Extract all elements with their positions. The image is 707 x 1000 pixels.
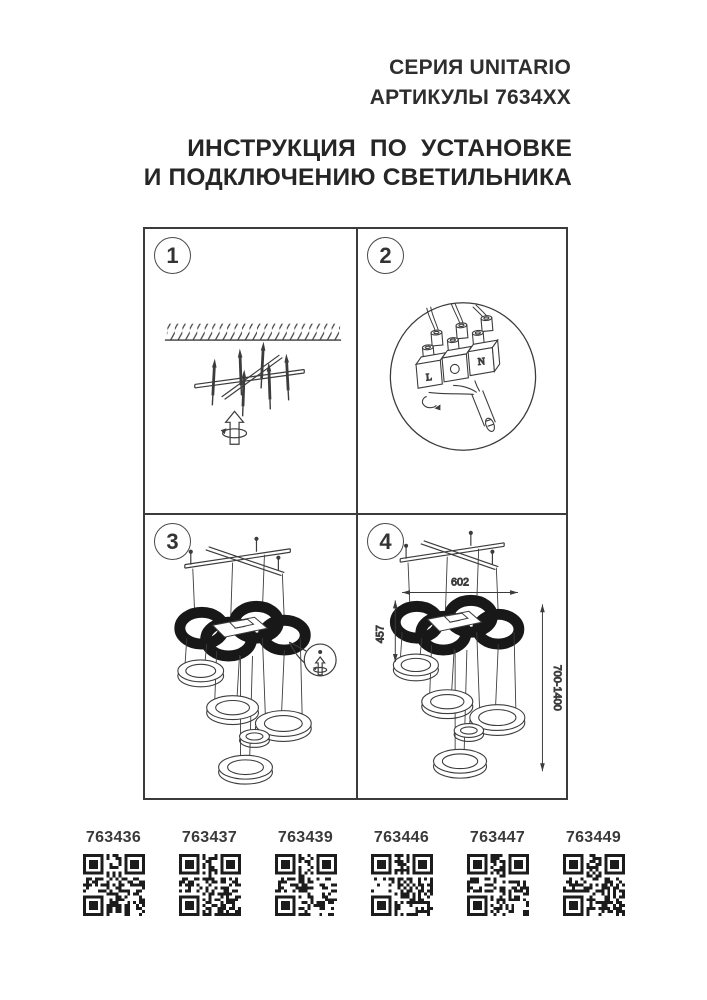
series-header — [370, 53, 571, 113]
article-code: 763439 — [277, 829, 334, 846]
step-panel-4 — [358, 515, 566, 798]
dimension-width: 602 — [451, 576, 470, 589]
qr-code — [467, 854, 529, 916]
series-name: СЕРИЯ UNITARIO — [389, 56, 571, 79]
qr-code — [179, 854, 241, 916]
article-item — [465, 829, 530, 916]
qr-code — [563, 854, 625, 916]
dimension-suspension-range: 700-1400 — [551, 664, 564, 711]
step-number-4: 4 — [367, 523, 404, 560]
article-code: 763436 — [85, 829, 142, 846]
article-qr-row — [0, 829, 707, 916]
article-item — [177, 829, 242, 916]
page-title — [144, 134, 572, 192]
instruction-grid — [143, 227, 568, 800]
article-code: 763449 — [565, 829, 622, 846]
articles-line: АРТИКУЛЫ 7634XX — [369, 86, 571, 109]
qr-code — [83, 854, 145, 916]
title-line-1: ИНСТРУКЦИЯ ПО УСТАНОВКЕ — [187, 135, 572, 162]
dimension-canopy-height: 457 — [374, 625, 387, 644]
step-panel-2 — [358, 229, 566, 515]
article-code: 763447 — [469, 829, 526, 846]
article-item — [273, 829, 338, 916]
article-item — [81, 829, 146, 916]
article-code: 763437 — [181, 829, 238, 846]
article-item — [369, 829, 434, 916]
step-number-2: 2 — [367, 237, 404, 274]
terminal-label-live: L — [425, 371, 433, 384]
step-number-3: 3 — [154, 523, 191, 560]
title-line-2: И ПОДКЛЮЧЕНИЮ СВЕТИЛЬНИКА — [143, 164, 572, 191]
step-panel-3 — [145, 515, 358, 798]
terminal-label-neutral: N — [477, 356, 486, 368]
step-panel-1 — [145, 229, 358, 515]
qr-code — [275, 854, 337, 916]
step-number-1: 1 — [154, 237, 191, 274]
article-item — [561, 829, 626, 916]
article-code: 763446 — [373, 829, 430, 846]
qr-code — [371, 854, 433, 916]
